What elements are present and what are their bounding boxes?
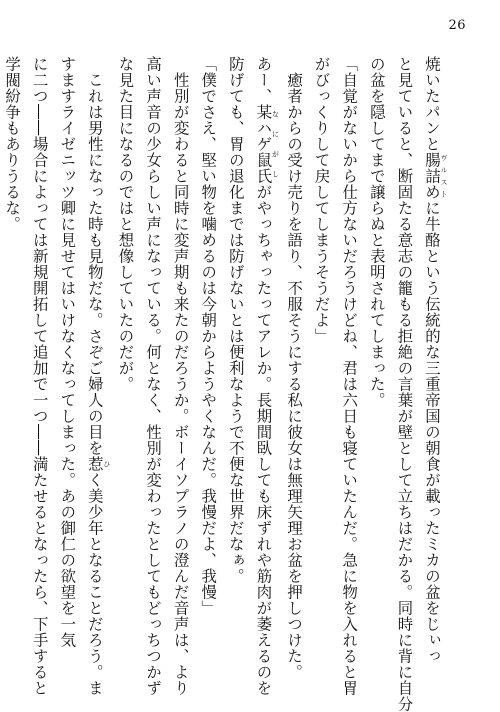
page-number: 26 <box>448 18 466 33</box>
text-line: に二つ――場合によっては新規開拓して追加で一つ――満たせるとなったら、下手すると <box>30 56 49 696</box>
ruby-annotation: 某ハゲ鼠氏 なにがし <box>254 104 280 184</box>
ruby-annotation: 惹 ひ <box>85 456 111 472</box>
text-line: の盆を隠してまで譲らぬと表明されてしまった。 <box>367 56 386 408</box>
ruby-annotation: 腸詰め ヴルスト <box>423 152 448 200</box>
text-line: 「僕でさえ、堅い物を噛めるのは今朝からようやくなんだ。我慢だよ、我慢」 <box>199 56 218 616</box>
text-line: がびっくりして戻してしまうそうだよ」 <box>312 56 331 344</box>
text-line: な見た目になるのではと想像していたのだが。 <box>116 56 135 392</box>
text-line: 焼いたパンと腸詰め ヴルストに牛酪という伝統的な三重帝国の朝食が載ったミカの盆をじぃっ <box>423 56 448 664</box>
text-line: すますライゼニッツ卿に見せてはいけなくなってしまった。あの御仁の欲望を一気 <box>58 56 77 648</box>
text-line: 高い声音の少女らしい声になっている。何となく、性別が変わったとしてもどっちつかず <box>144 56 163 696</box>
text-line: あー、某ハゲ鼠氏 なにがしがやっちゃったってアレか。長期間臥しても床ずれや筋肉が萎えるのを <box>254 56 280 696</box>
text-line: 癒者からの受け売りを語り、不服そうにする私に彼女は無理矢理お盆を押しつけた。 <box>285 56 304 680</box>
text-line: 性別が変わると同時に変声期も来たのだろうか。ボーイソプラノの澄んだ音声は、より <box>171 56 190 696</box>
text-line: 「自覚がないから仕方ないだろうけどね、君は六日も寝ていたんだ。急に物を入れると胃 <box>340 56 359 696</box>
text-line: と見ていると、断固たる意志の籠もる拒絶の言葉が壁として立ちはだかる。同時に背に自分 <box>395 56 414 712</box>
text-line: 学閥紛争もありうるな。 <box>3 56 22 232</box>
vertical-text-body <box>3 56 448 712</box>
text-line: これは男性になった時も見物だな。さぞご婦人の目を惹 ひく美少年となることだろう。ま <box>85 56 111 696</box>
text-line: 防げても、胃の退化までは防げないとは便利なようで不便な世界だなぁ。 <box>226 56 245 584</box>
